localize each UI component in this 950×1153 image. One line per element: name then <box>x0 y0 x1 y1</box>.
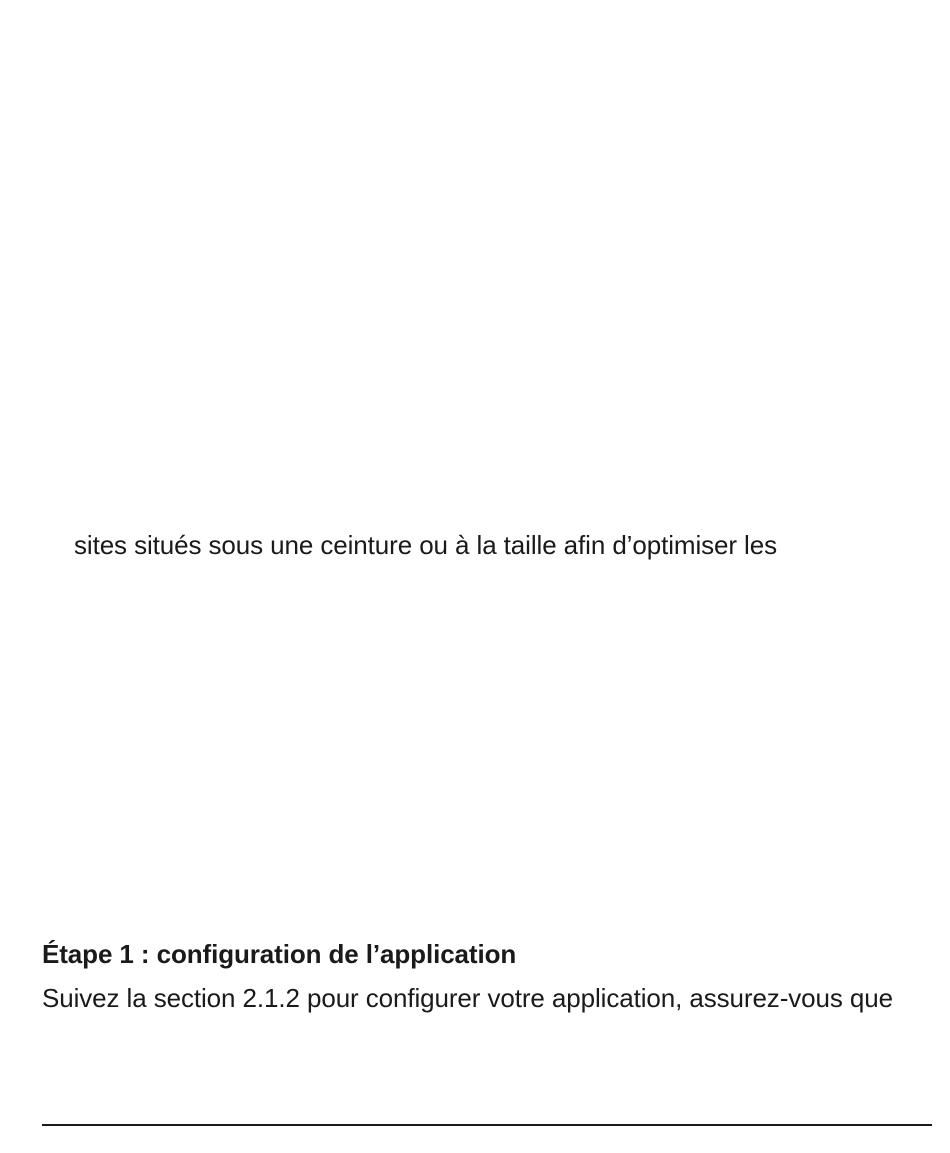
body-text-fragment: sites situés sous une ceinture ou à la taille afin d’optimiser les <box>74 530 777 560</box>
step-heading: Étape 1 : configuration de l’application <box>42 939 517 969</box>
footer-divider <box>42 1124 932 1126</box>
step-instruction-text: Suivez la section 2.1.2 pour configurer votre application, assurez-vous que <box>42 983 893 1013</box>
